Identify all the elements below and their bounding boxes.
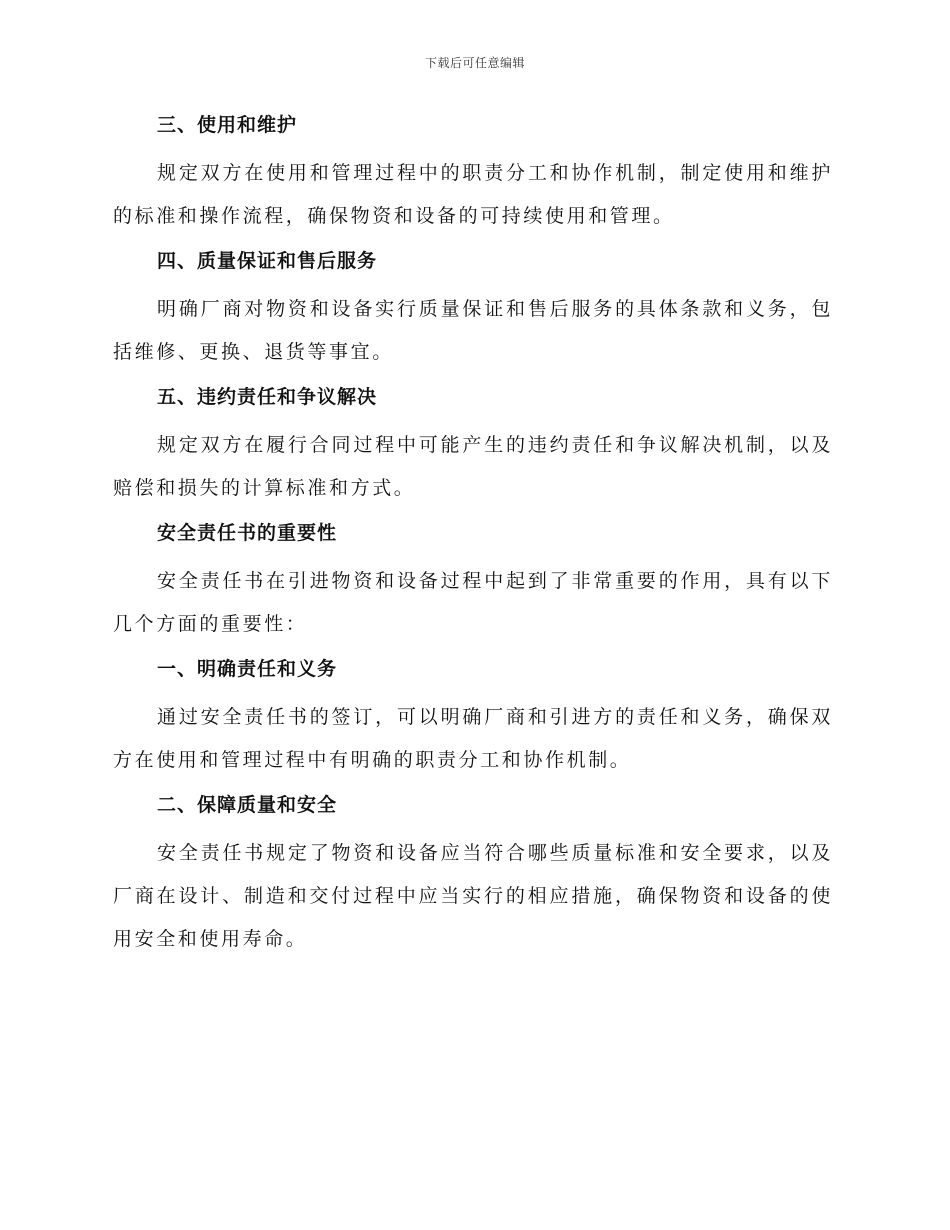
section-heading-quality-service: 四、质量保证和售后服务 bbox=[157, 250, 378, 272]
document-body bbox=[113, 110, 833, 969]
section-body-quality-safety: 安全责任书规定了物资和设备应当符合哪些质量标准和安全要求，以及厂商在设计、制造和交付过程中应当实行的相应措施，确保物资和设备的使用安全和使用寿命。 bbox=[113, 842, 833, 950]
header-note: 下载后可任意编辑 bbox=[424, 56, 525, 70]
section-heading-use-maintenance: 三、使用和维护 bbox=[157, 114, 298, 136]
section-body-quality-service: 明确厂商对物资和设备实行质量保证和售后服务的具体条款和义务，包括维修、更换、退货等事宜。 bbox=[113, 298, 833, 363]
section-body-clarify-duties: 通过安全责任书的签订，可以明确厂商和引进方的责任和义务，确保双方在使用和管理过程中有明确的职责分工和协作机制。 bbox=[113, 706, 833, 771]
section-heading-importance: 安全责任书的重要性 bbox=[157, 522, 338, 544]
section-heading-clarify-duties: 一、明确责任和义务 bbox=[157, 658, 338, 680]
section-body-liability-dispute: 规定双方在履行合同过程中可能产生的违约责任和争议解决机制，以及赔偿和损失的计算标准和方式。 bbox=[113, 434, 833, 499]
section-heading-liability-dispute: 五、违约责任和争议解决 bbox=[157, 386, 378, 408]
section-body-importance: 安全责任书在引进物资和设备过程中起到了非常重要的作用，具有以下几个方面的重要性： bbox=[113, 570, 833, 635]
section-heading-quality-safety: 二、保障质量和安全 bbox=[157, 794, 338, 816]
section-body-use-maintenance: 规定双方在使用和管理过程中的职责分工和协作机制，制定使用和维护的标准和操作流程，确保物资和设备的可持续使用和管理。 bbox=[113, 162, 833, 227]
